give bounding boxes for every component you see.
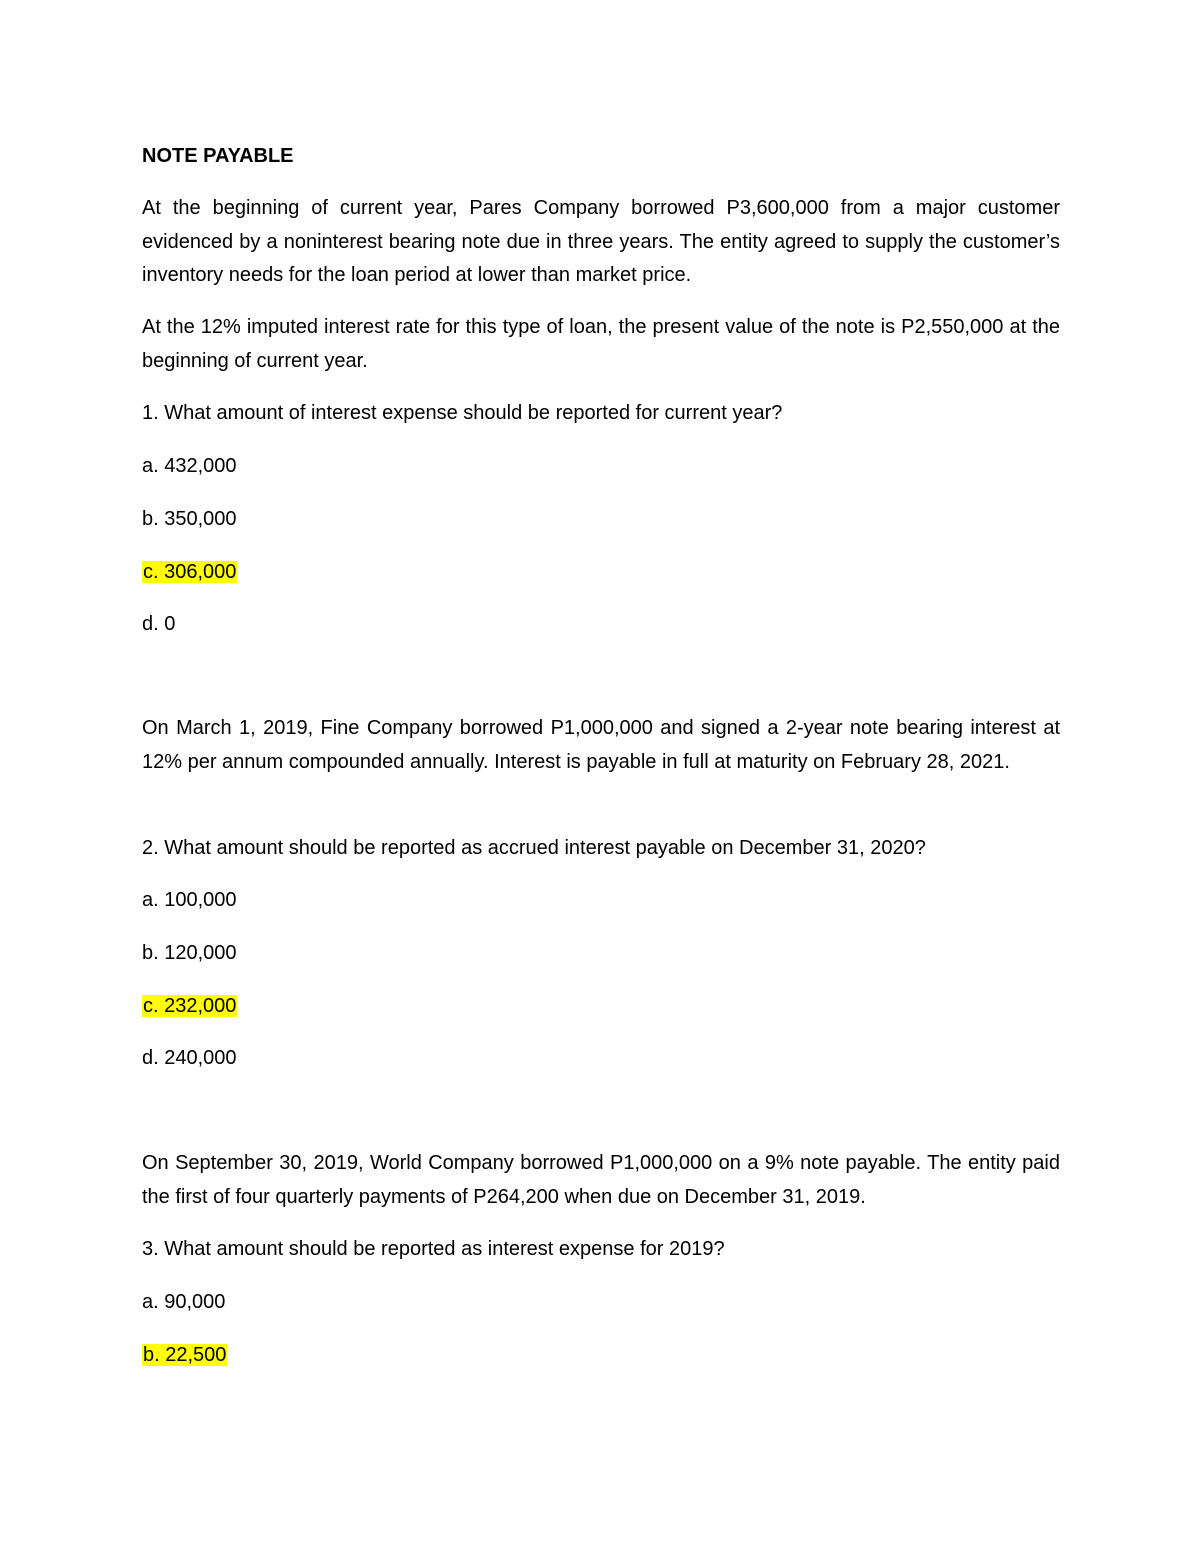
question-2: 2. What amount should be reported as accrued interest payable on December 31, 2020? (142, 837, 926, 859)
question-1: 1. What amount of interest expense should be reported for current year? (142, 402, 783, 424)
answer-highlight: c. 306,000 (143, 561, 237, 583)
problem-2-paragraph-1: On March 1, 2019, Fine Company borrowed P1,000,000 and signed a 2-year note bearing interest at 12% per annum compounded annually. Interest is payable in full at maturity on February 28, 2021. (142, 717, 1060, 773)
question-2-choice-d: d. 240,000 (142, 1047, 237, 1069)
question-1-choice-a: a. 432,000 (142, 455, 237, 477)
question-3-choice-a: a. 90,000 (142, 1291, 226, 1313)
document-title: NOTE PAYABLE (142, 145, 294, 167)
answer-highlight: c. 232,000 (143, 995, 237, 1017)
question-1-choice-d: d. 0 (142, 613, 176, 635)
answer-highlight: b. 22,500 (143, 1344, 227, 1366)
question-3: 3. What amount should be reported as interest expense for 2019? (142, 1238, 725, 1260)
problem-3-paragraph-1: On September 30, 2019, World Company borrowed P1,000,000 on a 9% note payable. The entity paid the first of four quarterly payments of P264,200 when due on December 31, 2019. (142, 1152, 1060, 1208)
question-1-choice-b: b. 350,000 (142, 508, 237, 530)
question-2-choice-a: a. 100,000 (142, 889, 237, 911)
question-2-choice-b: b. 120,000 (142, 942, 237, 964)
problem-1-paragraph-2: At the 12% imputed interest rate for this type of loan, the present value of the note is P2,550,000 at the beginning of current year. (142, 316, 1060, 372)
question-3-choice-b (142, 1339, 227, 1372)
question-1-choice-c (142, 556, 237, 589)
question-2-choice-c (142, 990, 237, 1023)
problem-1-paragraph-1: At the beginning of current year, Pares Company borrowed P3,600,000 from a major customer evidenced by a noninterest bearing note due in three years. The entity agreed to supply the customer’s inventory needs for the loan period at lower than market price. (142, 197, 1060, 286)
